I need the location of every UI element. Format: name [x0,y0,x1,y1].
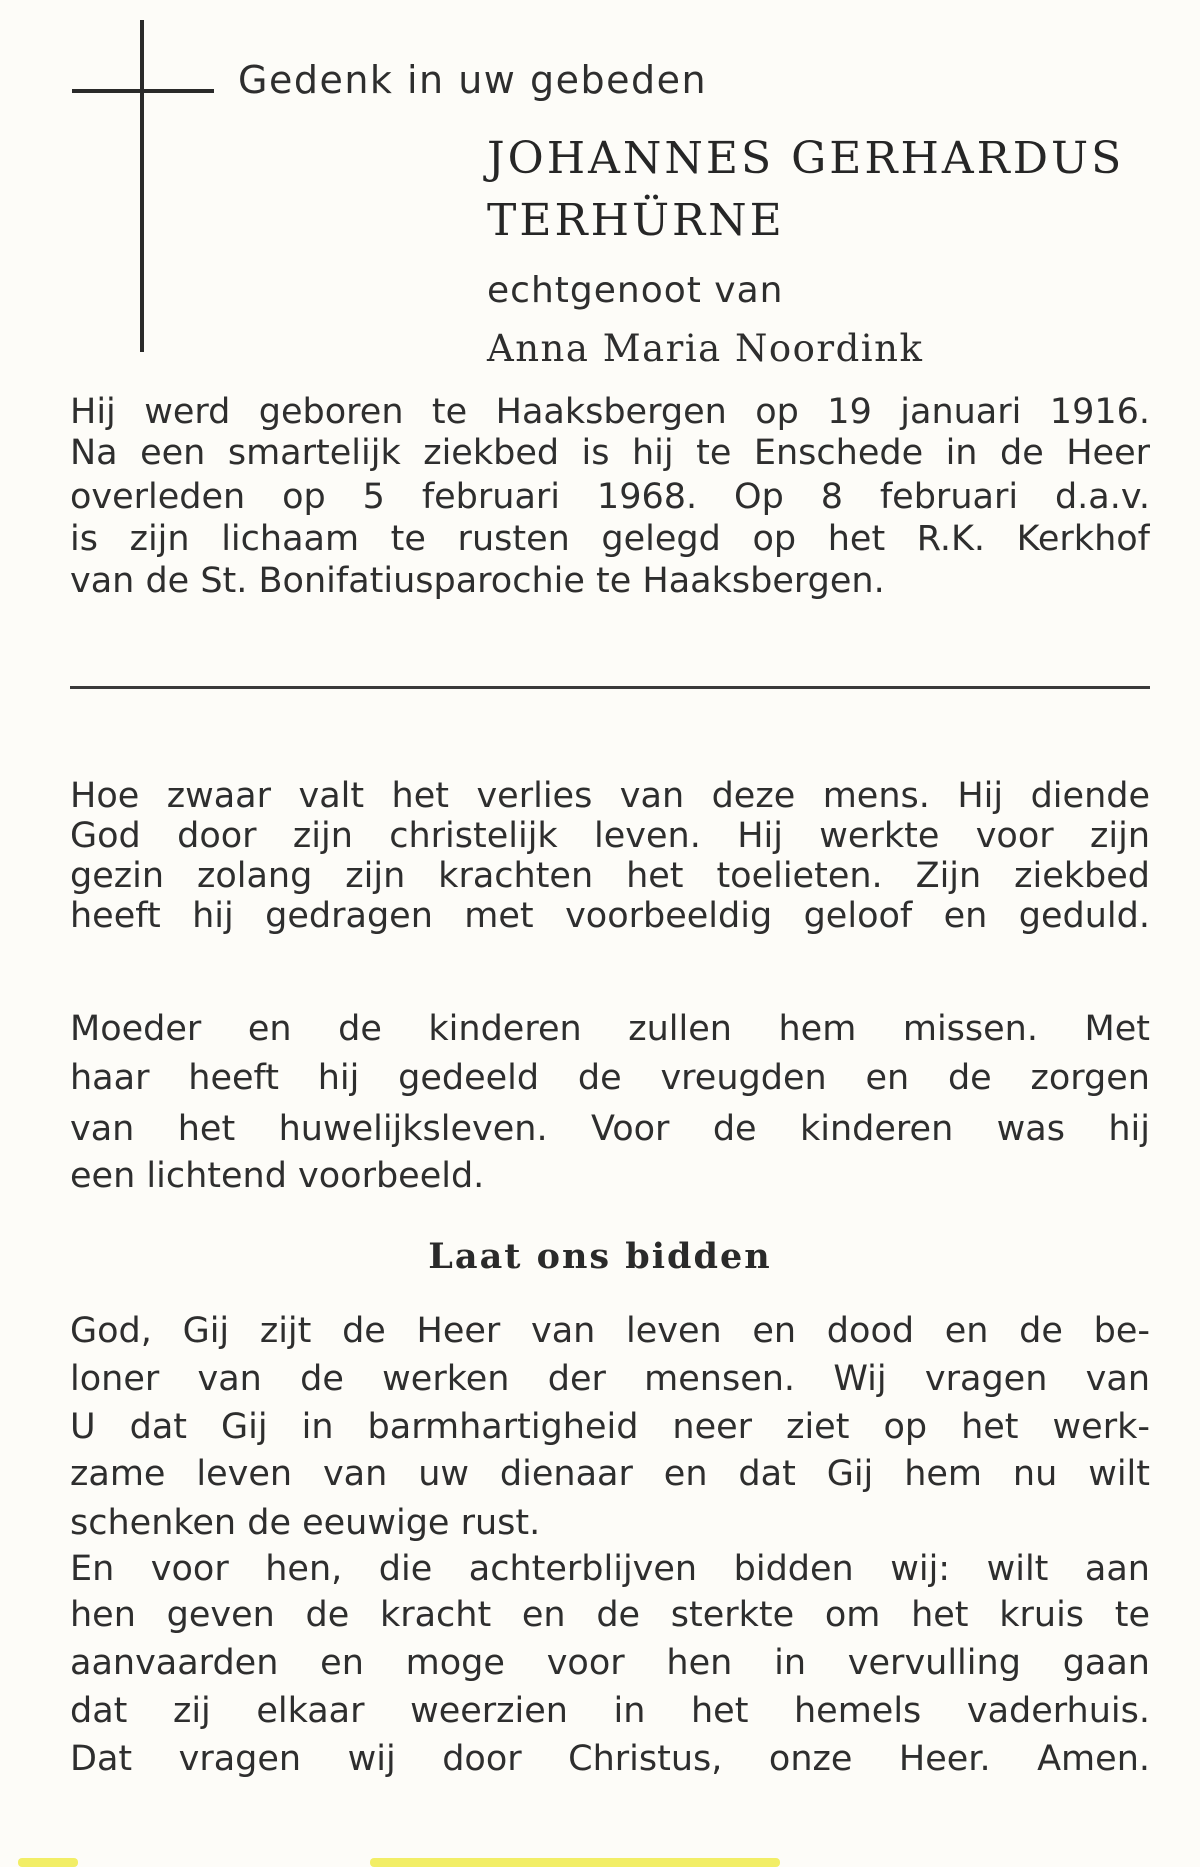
prayer-line: dat zij elkaar weerzien in het hemels vaderhuis. [70,1691,1150,1731]
biography-line: is zijn lichaam te rusten gelegd op het R.K. Kerkhof [70,519,1150,559]
prayer-line: En voor hen, die achterblijven bidden wij: wilt aan [70,1549,1150,1589]
spouse-label: echtgenoot van [487,270,784,311]
prayer-line: zame leven van uw dienaar en dat Gij hem nu wilt [70,1454,1150,1494]
spouse-name: Anna Maria Noordink [487,327,924,370]
prayer-line: schenken de eeuwige rust. [70,1503,541,1543]
prayer-line: loner van de werken der mensen. Wij vragen van [70,1359,1150,1399]
tribute-line: Hoe zwaar valt het verlies van deze mens. Hij diende [70,776,1150,816]
deceased-name-first: JOHANNES GERHARDUS [487,133,1125,184]
biography-line: Na een smartelijk ziekbed is hij te Enschede in de Heer [70,433,1150,473]
tribute-line: gezin zolang zijn krachten het toelieten. Zijn ziekbed [70,856,1150,896]
prayer-line: God, Gij zijt de Heer van leven en dood en de be- [70,1311,1150,1351]
biography-line: van de St. Bonifatiusparochie te Haaksbergen. [70,561,885,601]
family-line: Moeder en de kinderen zullen hem missen. Met [70,1009,1150,1049]
biography-line: Hij werd geboren te Haaksbergen op 19 januari 1916. [70,392,1150,432]
tribute-line: heeft hij gedragen met voorbeeldig geloof en geduld. [70,896,1150,936]
prayer-line: U dat Gij in barmhartigheid neer ziet op het werk- [70,1407,1150,1447]
family-line: haar heeft hij gedeeld de vreugden en de zorgen [70,1058,1150,1098]
prayer-line: Dat vragen wij door Christus, onze Heer. Amen. [70,1739,1150,1779]
invocation: Gedenk in uw gebeden [238,58,708,102]
family-line: een lichtend voorbeeld. [70,1156,485,1196]
paper-stain [18,1858,78,1867]
cross-vertical-bar [140,20,144,352]
deceased-name-last: TERHÜRNE [487,195,785,246]
divider-rule [70,686,1150,689]
prayer-line: hen geven de kracht en de sterkte om het kruis te [70,1595,1150,1635]
family-line: van het huwelijksleven. Voor de kinderen was hij [70,1109,1150,1149]
biography-line: overleden op 5 februari 1968. Op 8 februari d.a.v. [70,477,1150,517]
paper-stain [370,1858,780,1867]
tribute-line: God door zijn christelijk leven. Hij werkte voor zijn [70,816,1150,856]
prayer-line: aanvaarden en moge voor hen in vervulling gaan [70,1643,1150,1683]
prayer-heading: Laat ons bidden [428,1236,772,1277]
cross-horizontal-bar [72,89,214,93]
